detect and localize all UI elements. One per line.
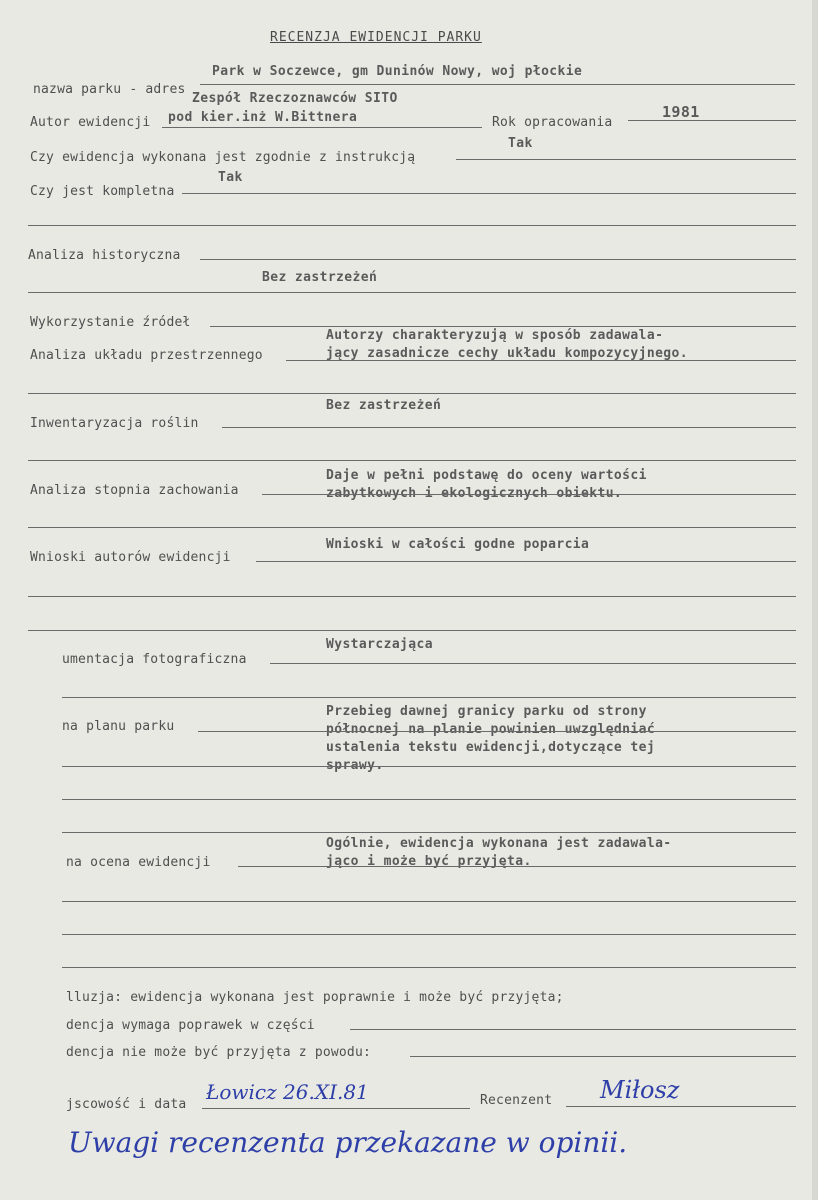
state-label: Analiza stopnia zachowania [30,483,239,498]
historical-value: Bez zastrzeżeń [262,270,378,285]
photo-label: umentacja fotograficzna [62,652,247,667]
spatial-value-2: jący zasadnicze cechy układu kompozycyjnego. [326,346,688,361]
conclusion-option-3-line [410,1056,796,1057]
instruction-line [456,159,796,160]
author-team-value: Zespół Rzeczoznawców SITO [192,91,398,106]
reviewer-label: Recenzent [480,1093,553,1108]
plants-value: Bez zastrzeżeń [326,398,442,413]
blank-line-4 [28,460,796,461]
blank-line-12 [62,901,796,902]
overall-line [238,866,796,867]
overall-value-2: jąco i może być przyjęta. [326,854,532,869]
reviewer-signature: Miłosz [600,1076,680,1104]
year-value: 1981 [662,103,700,121]
state-value-2: zabytkowych i ekologicznych obiektu. [326,486,623,501]
sources-line [210,326,796,327]
blank-line-1 [28,225,796,226]
spatial-value-1: Autorzy charakteryzują w sposób zadawala- [326,328,664,343]
park-name-value: Park w Soczewce, gm Duninów Nowy, woj płockie [212,64,583,79]
conclusion-option-3: dencja nie może być przyjęta z powodu: [66,1045,372,1060]
conclusion-option-2: dencja wymaga poprawek w części [66,1018,315,1033]
conclusions-label: Wnioski autorów ewidencji [30,550,231,565]
blank-line-9 [62,766,796,767]
plan-value-1: Przebieg dawnej granicy parku od strony [326,704,647,719]
photo-line [270,663,796,664]
conclusion-option-1: lluzja: ewidencja wykonana jest poprawnie i może być przyjęta; [66,990,564,1005]
year-line [628,120,796,121]
instruction-label: Czy ewidencja wykonana jest zgodnie z instrukcją [30,150,416,165]
park-name-line [200,84,795,85]
historical-label: Analiza historyczna [28,248,181,263]
complete-value: Tak [218,170,243,185]
plan-line [198,731,796,732]
year-label: Rok opracowania [492,115,613,130]
historical-line [200,259,796,260]
plan-value-2: północnej na planie powinien uwzględniać [326,722,656,737]
blank-line-7 [28,630,796,631]
place-date-handwritten: Łowicz 26.XI.81 [206,1080,369,1104]
complete-label: Czy jest kompletna [30,184,175,199]
park-name-label: nazwa parku - adres [33,82,186,97]
place-date-label: jscowość i data [66,1097,187,1112]
conclusions-line [256,561,796,562]
plan-value-3: ustalenia tekstu ewidencji,dotyczące tej [326,740,656,755]
spatial-line [286,360,796,361]
instruction-value: Tak [508,136,533,151]
author-value: pod kier.inż W.Bittnera [168,110,358,125]
place-date-line [202,1108,470,1109]
photo-value: Wystarczająca [326,637,433,652]
blank-line-10 [62,799,796,800]
author-label: Autor ewidencji [30,115,151,130]
conclusion-option-2-line [350,1029,796,1030]
conclusions-value: Wnioski w całości godne poparcia [326,537,590,552]
plants-label: Inwentaryzacja roślin [30,416,199,431]
state-line [262,494,796,495]
blank-line-8 [62,697,796,698]
author-line [162,127,482,128]
page-edge [812,0,818,1200]
blank-line-11 [62,832,796,833]
blank-line-6 [28,596,796,597]
blank-line-14 [62,967,796,968]
plan-value-4: sprawy. [326,758,384,773]
overall-value-1: Ogólnie, ewidencja wykonana jest zadawala- [326,836,672,851]
blank-line-5 [28,527,796,528]
spatial-label: Analiza układu przestrzennego [30,348,263,363]
overall-label: na ocena ewidencji [66,855,211,870]
blank-line-13 [62,934,796,935]
plan-label: na planu parku [62,719,175,734]
blank-line-3 [28,393,796,394]
form-title: RECENZJA EWIDENCJI PARKU [270,30,482,45]
blank-line-2 [28,292,796,293]
complete-line [182,193,796,194]
plants-line [222,427,796,428]
reviewer-line [566,1106,796,1107]
handwritten-note: Uwagi recenzenta przekazane w opinii. [68,1126,628,1159]
sources-label: Wykorzystanie źródeł [30,315,191,330]
state-value-1: Daje w pełni podstawę do oceny wartości [326,468,647,483]
